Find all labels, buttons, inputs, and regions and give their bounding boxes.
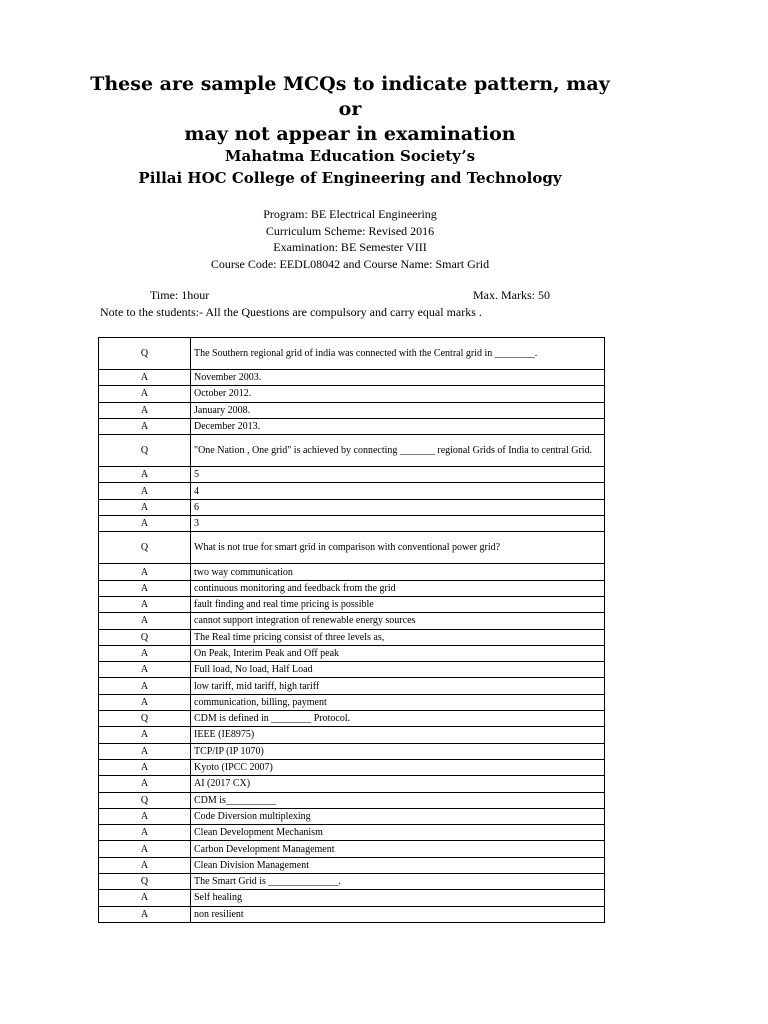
- option-text-cell: November 2003.: [191, 370, 605, 386]
- row-type-cell: A: [99, 386, 191, 402]
- answer-row: [99, 402, 605, 418]
- row-type-cell: Q: [99, 629, 191, 645]
- row-type-cell: Q: [99, 874, 191, 890]
- option-text-cell: fault finding and real time pricing is possible: [191, 596, 605, 612]
- mcq-table: [98, 337, 605, 923]
- row-type-cell: A: [99, 516, 191, 532]
- question-row: [99, 874, 605, 890]
- answer-row: [99, 418, 605, 434]
- option-text-cell: Self healing: [191, 890, 605, 906]
- row-type-cell: A: [99, 825, 191, 841]
- answer-row: [99, 776, 605, 792]
- option-text-cell: Full load, No load, Half Load: [191, 662, 605, 678]
- document-title: [90, 72, 610, 147]
- question-text-cell: The Smart Grid is ______________.: [191, 874, 605, 890]
- question-row: [99, 532, 605, 564]
- row-type-cell: A: [99, 662, 191, 678]
- row-type-cell: A: [99, 776, 191, 792]
- course-line: Course Code: EEDL08042 and Course Name: Smart Grid: [210, 256, 490, 271]
- option-text-cell: 3: [191, 516, 605, 532]
- row-type-cell: Q: [99, 532, 191, 564]
- answer-row: [99, 857, 605, 873]
- option-text-cell: On Peak, Interim Peak and Off peak: [191, 645, 605, 661]
- society-name: Mahatma Education Society’s: [224, 147, 476, 165]
- option-text-cell: October 2012.: [191, 386, 605, 402]
- row-type-cell: A: [99, 564, 191, 580]
- answer-row: [99, 483, 605, 499]
- option-text-cell: 4: [191, 483, 605, 499]
- option-text-cell: Clean Development Mechanism: [191, 825, 605, 841]
- institution-header: [90, 145, 610, 189]
- option-text-cell: cannot support integration of renewable energy sources: [191, 613, 605, 629]
- answer-row: [99, 596, 605, 612]
- option-text-cell: two way communication: [191, 564, 605, 580]
- answer-row: [99, 678, 605, 694]
- row-type-cell: Q: [99, 435, 191, 467]
- row-type-cell: A: [99, 645, 191, 661]
- answer-row: [99, 386, 605, 402]
- option-text-cell: low tariff, mid tariff, high tariff: [191, 678, 605, 694]
- option-text-cell: communication, billing, payment: [191, 694, 605, 710]
- question-text-cell: "One Nation , One grid" is achieved by connecting _______ regional Grids of India to central Grid.: [191, 435, 605, 467]
- answer-row: [99, 808, 605, 824]
- answer-row: [99, 467, 605, 483]
- row-type-cell: A: [99, 841, 191, 857]
- option-text-cell: 6: [191, 499, 605, 515]
- row-type-cell: A: [99, 596, 191, 612]
- question-row: [99, 792, 605, 808]
- option-text-cell: Kyoto (IPCC 2007): [191, 759, 605, 775]
- option-text-cell: December 2013.: [191, 418, 605, 434]
- option-text-cell: 5: [191, 467, 605, 483]
- answer-row: [99, 841, 605, 857]
- answer-row: [99, 516, 605, 532]
- student-note: Note to the students:- All the Questions are compulsory and carry equal marks .: [100, 305, 482, 319]
- row-type-cell: A: [99, 857, 191, 873]
- question-text-cell: CDM is defined in ________ Protocol.: [191, 711, 605, 727]
- question-row: [99, 711, 605, 727]
- answer-row: [99, 564, 605, 580]
- row-type-cell: Q: [99, 711, 191, 727]
- question-row: [99, 435, 605, 467]
- question-row: [99, 338, 605, 370]
- option-text-cell: Clean Division Management: [191, 857, 605, 873]
- answer-row: [99, 580, 605, 596]
- option-text-cell: Carbon Development Management: [191, 841, 605, 857]
- row-type-cell: A: [99, 743, 191, 759]
- row-type-cell: A: [99, 906, 191, 922]
- answer-row: [99, 906, 605, 922]
- answer-row: [99, 825, 605, 841]
- answer-row: [99, 743, 605, 759]
- college-name: Pillai HOC College of Engineering and Technology: [138, 169, 562, 187]
- answer-row: [99, 613, 605, 629]
- exam-details: [150, 206, 550, 272]
- question-text-cell: What is not true for smart grid in comparison with conventional power grid?: [191, 532, 605, 564]
- title-line-1: These are sample MCQs to indicate pattern, may or: [90, 73, 610, 120]
- option-text-cell: TCP/IP (IP 1070): [191, 743, 605, 759]
- answer-row: [99, 499, 605, 515]
- row-type-cell: A: [99, 467, 191, 483]
- row-type-cell: A: [99, 678, 191, 694]
- option-text-cell: IEEE (IE8975): [191, 727, 605, 743]
- scheme-line: Curriculum Scheme: Revised 2016: [265, 223, 435, 238]
- row-type-cell: A: [99, 808, 191, 824]
- answer-row: [99, 759, 605, 775]
- question-text-cell: CDM is__________: [191, 792, 605, 808]
- answer-row: [99, 727, 605, 743]
- question-row: [99, 629, 605, 645]
- program-line: Program: BE Electrical Engineering: [263, 207, 437, 221]
- option-text-cell: continuous monitoring and feedback from the grid: [191, 580, 605, 596]
- row-type-cell: A: [99, 613, 191, 629]
- answer-row: [99, 370, 605, 386]
- row-type-cell: A: [99, 890, 191, 906]
- row-type-cell: A: [99, 499, 191, 515]
- title-line-2: may not appear in examination: [184, 123, 516, 145]
- question-text-cell: The Real time pricing consist of three levels as,: [191, 629, 605, 645]
- row-type-cell: A: [99, 694, 191, 710]
- exam-time: Time: 1hour: [150, 288, 210, 302]
- answer-row: [99, 890, 605, 906]
- option-text-cell: AI (2017 CX): [191, 776, 605, 792]
- answer-row: [99, 662, 605, 678]
- row-type-cell: A: [99, 402, 191, 418]
- row-type-cell: A: [99, 580, 191, 596]
- row-type-cell: Q: [99, 338, 191, 370]
- option-text-cell: January 2008.: [191, 402, 605, 418]
- row-type-cell: A: [99, 418, 191, 434]
- option-text-cell: non resilient: [191, 906, 605, 922]
- row-type-cell: A: [99, 759, 191, 775]
- row-type-cell: Q: [99, 792, 191, 808]
- row-type-cell: A: [99, 727, 191, 743]
- examination-line: Examination: BE Semester VIII: [273, 240, 427, 254]
- max-marks: Max. Marks: 50: [473, 288, 550, 302]
- question-text-cell: The Southern regional grid of india was connected with the Central grid in ________.: [191, 338, 605, 370]
- row-type-cell: A: [99, 370, 191, 386]
- answer-row: [99, 645, 605, 661]
- answer-row: [99, 694, 605, 710]
- row-type-cell: A: [99, 483, 191, 499]
- option-text-cell: Code Diversion multiplexing: [191, 808, 605, 824]
